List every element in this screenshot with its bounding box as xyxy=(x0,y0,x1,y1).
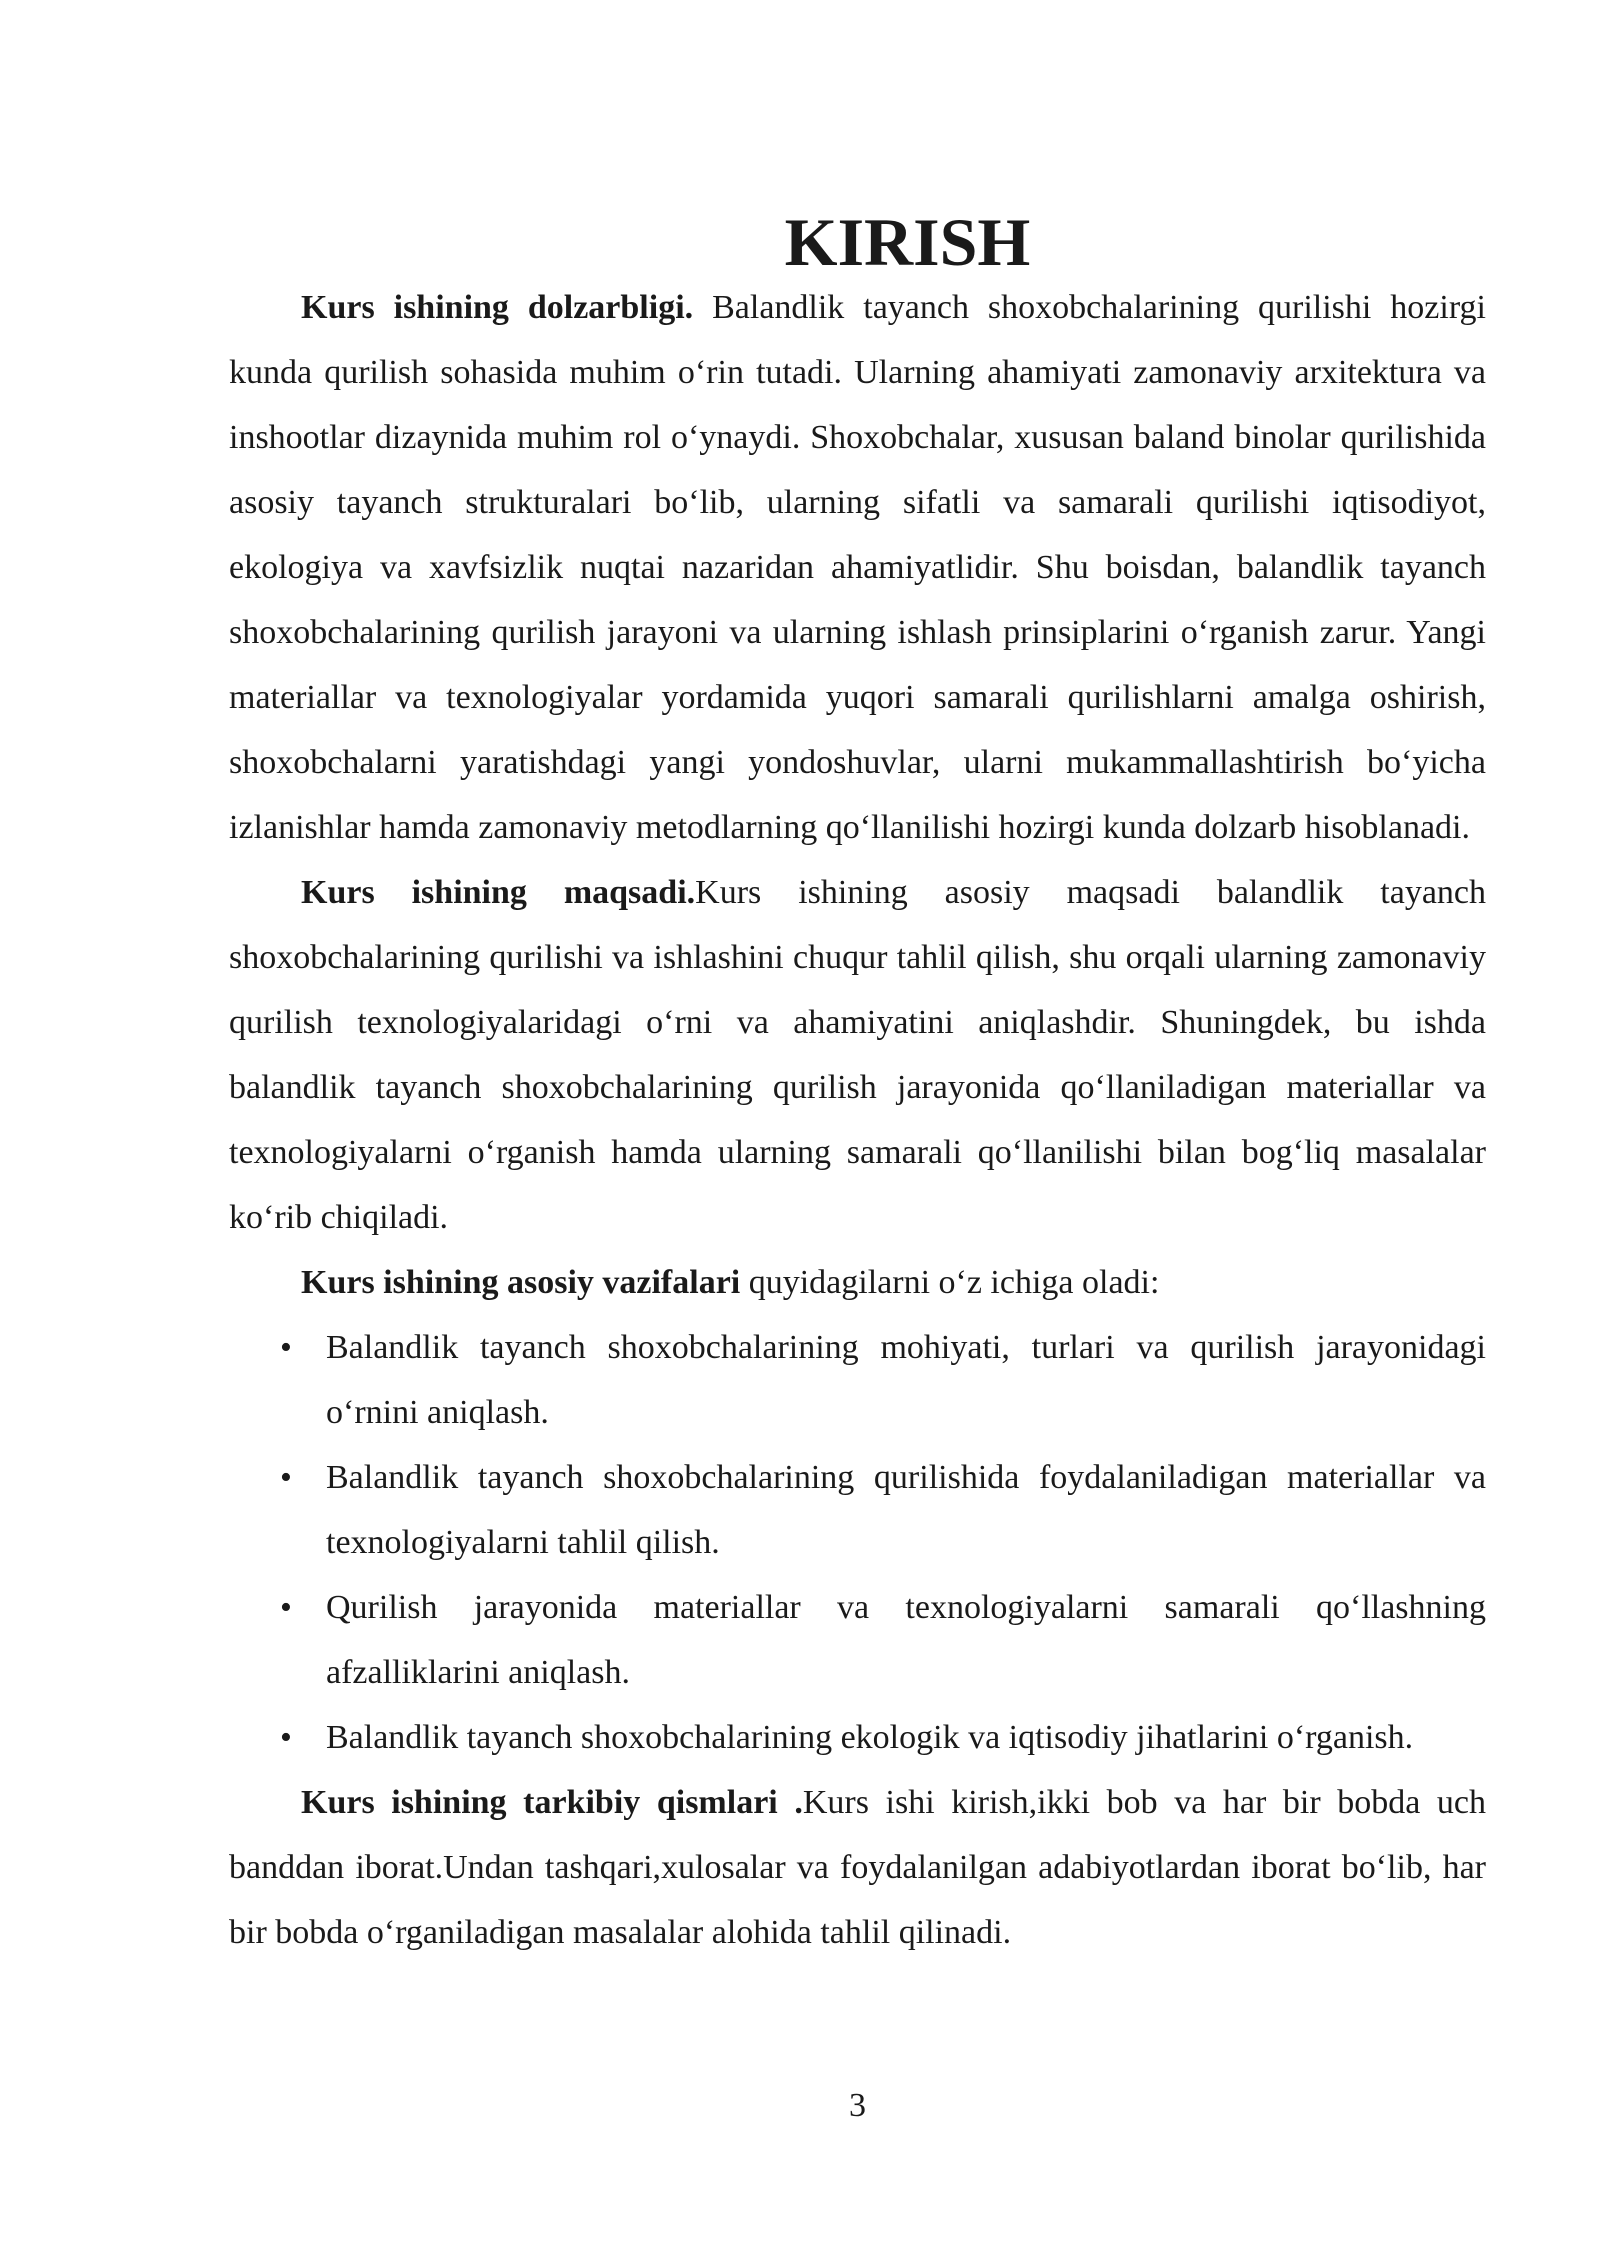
tasks-intro-paragraph xyxy=(229,1250,1486,1315)
structure-paragraph xyxy=(229,1770,1486,1965)
goal-text: Kurs ishining asosiy maqsadi balandlik tayanch shoxobchalarining qurilishi va ishlashini chuqur tahlil qilish, shu orqali ularning zamonaviy qurilish texnologiyalaridagi o‘rni va ahamiyatini aniqlashdir. Shuningdek, bu ishda balandlik tayanch shoxobchalarining qurilish jarayonida qo‘llaniladigan materiallar va texnologiyalarni o‘rganish hamda ularning samarali qo‘llanilishi bilan bog‘liq masalalar ko‘rib chiqiladi. xyxy=(229,874,1486,1236)
relevance-paragraph xyxy=(229,275,1486,860)
bullet-dot-icon: • xyxy=(280,1459,292,1496)
bullet-dot-icon: • xyxy=(280,1719,292,1756)
goal-paragraph xyxy=(229,860,1486,1250)
task-text: Balandlik tayanch shoxobchalarining qurilishida foydalaniladigan materiallar va texnologiyalarni tahlil qilish. xyxy=(326,1459,1486,1561)
bullet-dot-icon: • xyxy=(280,1589,292,1626)
structure-text: Kurs ishi kirish,ikki bob va har bir bobda uch banddan iborat.Undan tashqari,xulosalar va foydalanilgan adabiyotlardan iborat bo‘lib, har bir bobda o‘rganiladigan masalalar alohida tahlil qilinadi. xyxy=(229,1784,1486,1951)
task-text: Balandlik tayanch shoxobchalarining ekologik va iqtisodiy jihatlarini o‘rganish. xyxy=(326,1719,1414,1756)
tasks-list xyxy=(229,1315,1486,1770)
list-item xyxy=(229,1315,1486,1445)
page-number: 3 xyxy=(849,2087,866,2124)
structure-heading: Kurs ishining tarkibiy qismlari . xyxy=(301,1784,803,1821)
document-title: KIRISH xyxy=(784,204,1031,280)
bullet-dot-icon: • xyxy=(280,1329,292,1366)
document-page xyxy=(229,204,1486,1965)
tasks-intro-text: quyidagilarni o‘z ichiga oladi: xyxy=(740,1264,1160,1301)
relevance-heading: Kurs ishining dolzarbligi. xyxy=(301,289,694,326)
task-text: Balandlik tayanch shoxobchalarining mohiyati, turlari va qurilish jarayonidagi o‘rnini aniqlash. xyxy=(326,1329,1486,1431)
list-item xyxy=(229,1445,1486,1575)
relevance-text: Balandlik tayanch shoxobchalarining qurilishi hozirgi kunda qurilish sohasida muhim o‘rin tutadi. Ularning ahamiyati zamonaviy arxitektura va inshootlar dizaynida muhim rol o‘ynaydi. Shoxobchalar, xususan baland binolar qurilishida asosiy tayanch strukturalari bo‘lib, ularning sifatli va samarali qurilishi iqtisodiyot, ekologiya va xavfsizlik nuqtai nazaridan ahamiyatlidir. Shu boisdan, balandlik tayanch shoxobchalarining qurilish jarayoni va ularning ishlash prinsiplarini o‘rganish zarur. Yangi materiallar va texnologiyalar yordamida yuqori samarali qurilishlarni amalga oshirish, shoxobchalarni yaratishdagi yangi yondoshuvlar, ularni mukammallashtirish bo‘yicha izlanishlar hamda zamonaviy metodlarning qo‘llanilishi hozirgi kunda dolzarb hisoblanadi. xyxy=(229,289,1486,846)
goal-heading: Kurs ishining maqsadi. xyxy=(301,874,696,911)
tasks-heading: Kurs ishining asosiy vazifalari xyxy=(301,1264,741,1301)
list-item xyxy=(229,1705,1486,1770)
list-item xyxy=(229,1575,1486,1705)
task-text: Qurilish jarayonida materiallar va texnologiyalarni samarali qo‘llashning afzalliklarini aniqlash. xyxy=(326,1589,1486,1691)
